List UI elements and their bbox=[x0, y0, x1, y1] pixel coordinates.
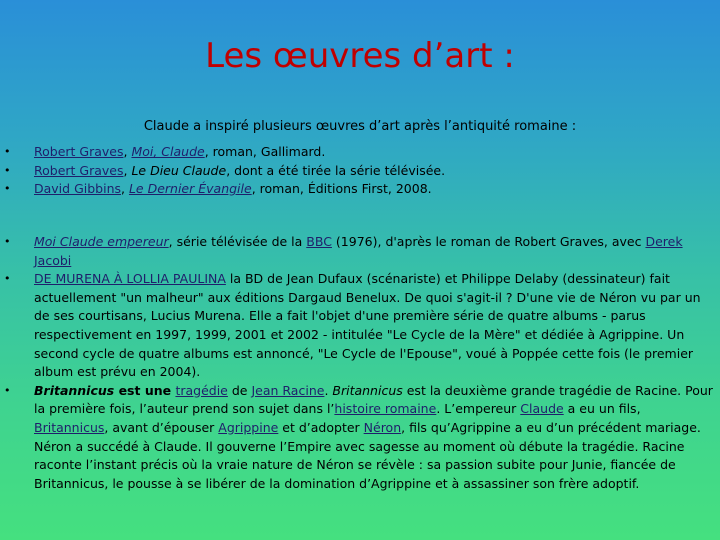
racine-link[interactable]: Jean Racine bbox=[251, 382, 325, 398]
author-link[interactable]: Robert Graves bbox=[34, 162, 124, 178]
list-item bbox=[0, 143, 715, 162]
histoire-link[interactable]: histoire romaine bbox=[334, 401, 437, 417]
works-list-other bbox=[0, 233, 715, 493]
item-text: a eu un fils, bbox=[563, 401, 641, 417]
britannicus-title: Britannicus bbox=[34, 382, 115, 398]
author-link[interactable]: Robert Graves bbox=[34, 144, 124, 159]
works-list-books bbox=[0, 143, 715, 199]
bd-link[interactable]: DE MURENA À LOLLIA PAULINA bbox=[34, 271, 226, 287]
item-text: , roman, Gallimard. bbox=[204, 144, 326, 159]
item-text: la BD de Jean Dufaux (scénariste) et Philippe Delaby (dessinateur) fait actuellement "un malheur" aux éditions Dargaud Benelux. De quoi s'agit-il ? D'une vie de Néron vu par un de ses courtisans, Lucius Murena. Elle a fait l'objet d'une première série de quatre albums - parus respectivement en 1997, 1999, 2001 et 2002 - intitulée "Le Cycle de la Mère" et dédiée à Agrippine. Un second cycle de quatre albums est annoncé, "Le Cycle de l'Epouse", voué à Poppée cette fois (le premier album est prévu en 2004). bbox=[34, 271, 701, 380]
separator: , bbox=[123, 162, 132, 178]
item-text: , série télévisée de la bbox=[168, 234, 307, 249]
slide-title: Les œuvres d’art : bbox=[205, 36, 515, 76]
intro-text: Claude a inspiré plusieurs œuvres d’art après l’antiquité romaine : bbox=[143, 119, 577, 134]
item-text: . bbox=[324, 382, 333, 398]
separator: , bbox=[121, 181, 129, 197]
item-text: , fils qu’Agrippine a eu d’un précédent mariage. Néron a succédé à Claude. Il gouverne l’Empire avec sagesse au moment où débute la tragédie. Racine raconte l’instant précis où la vraie nature de Néron se révèle : sa passion subite pour Junie, fiancée de Britannicus, le pousse à se libérer de la domination d’Agrippine et à assassiner son frère adoptif. bbox=[34, 419, 701, 491]
work-link[interactable]: Le Dernier Évangile bbox=[128, 181, 252, 197]
author-link[interactable]: David Gibbins bbox=[34, 181, 121, 197]
list-item bbox=[0, 162, 715, 181]
britannicus-link[interactable]: Britannicus bbox=[34, 419, 105, 435]
item-text: . L’empereur bbox=[436, 401, 521, 417]
item-text: est la deuxième grande tragédie de Racine. Pour la première fois, l’auteur prend son sujet dans l’ bbox=[34, 382, 713, 417]
list-item bbox=[0, 270, 715, 382]
actor-link[interactable]: Derek Jacobi bbox=[34, 234, 683, 268]
item-text: , roman, Éditions First, 2008. bbox=[251, 181, 432, 197]
item-text: , avant d’épouser bbox=[104, 419, 219, 435]
work-link[interactable]: Moi, Claude bbox=[131, 144, 205, 159]
item-text: est une bbox=[114, 382, 176, 398]
claude-link[interactable]: Claude bbox=[520, 401, 564, 417]
list-item bbox=[0, 382, 715, 494]
item-text: de bbox=[227, 382, 252, 398]
britannicus-title: Britannicus bbox=[332, 382, 403, 398]
neron-link[interactable]: Néron bbox=[363, 419, 402, 435]
list-item bbox=[0, 180, 715, 199]
item-text: , dont a été tirée la série télévisée. bbox=[226, 162, 446, 178]
agrippine-link[interactable]: Agrippine bbox=[218, 419, 279, 435]
series-link[interactable]: Moi Claude empereur bbox=[34, 234, 169, 249]
work-title: Le Dieu Claude bbox=[131, 162, 227, 178]
item-text: et d’adopter bbox=[278, 419, 364, 435]
bbc-link[interactable]: BBC bbox=[306, 234, 332, 249]
separator: , bbox=[123, 144, 132, 159]
item-text: (1976), d'après le roman de Robert Graves, avec bbox=[331, 234, 646, 249]
list-item bbox=[0, 233, 715, 270]
tragedie-link[interactable]: tragédie bbox=[175, 382, 228, 398]
